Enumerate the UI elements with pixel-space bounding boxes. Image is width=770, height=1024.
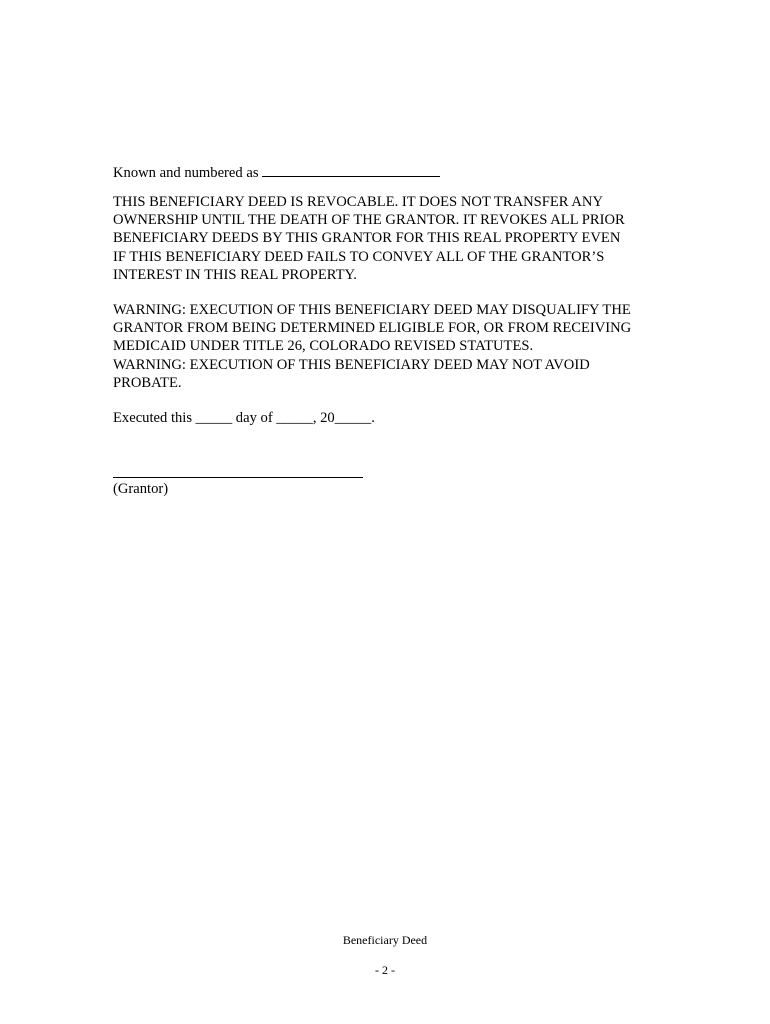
known-and-numbered-blank <box>262 162 440 177</box>
warning-line: GRANTOR FROM BEING DETERMINED ELIGIBLE FOR, OR FROM RECEIVING <box>113 320 632 337</box>
page-number: - 2 - <box>375 963 395 977</box>
revocable-line: OWNERSHIP UNTIL THE DEATH OF THE GRANTOR. IT REVOKES ALL PRIOR <box>113 212 625 229</box>
revocable-line: THIS BENEFICIARY DEED IS REVOCABLE. IT DOES NOT TRANSFER ANY <box>113 194 604 210</box>
revocable-paragraph <box>113 193 673 284</box>
footer-title: Beneficiary Deed <box>342 933 428 947</box>
warning-line: PROBATE. <box>113 374 182 391</box>
warning-line: WARNING: EXECUTION OF THIS BENEFICIARY DEED MAY DISQUALIFY THE <box>113 302 631 318</box>
known-and-numbered-label: Known and numbered as <box>113 165 259 181</box>
warning-line: WARNING: EXECUTION OF THIS BENEFICIARY DEED MAY NOT AVOID <box>113 356 590 373</box>
known-and-numbered-line <box>113 162 673 182</box>
grantor-signature-line <box>113 477 363 478</box>
grantor-label: (Grantor) <box>113 481 169 497</box>
revocable-line: BENEFICIARY DEEDS BY THIS GRANTOR FOR THIS REAL PROPERTY EVEN <box>113 230 621 247</box>
warning-line: MEDICAID UNDER TITLE 26, COLORADO REVISED STATUTES. <box>113 338 534 355</box>
executed-date-line: Executed this _____ day of _____, 20_____. <box>113 410 375 426</box>
revocable-line: IF THIS BENEFICIARY DEED FAILS TO CONVEY ALL OF THE GRANTOR’S <box>113 248 605 265</box>
revocable-line: INTEREST IN THIS REAL PROPERTY. <box>113 266 357 283</box>
warning-paragraph <box>113 301 673 392</box>
